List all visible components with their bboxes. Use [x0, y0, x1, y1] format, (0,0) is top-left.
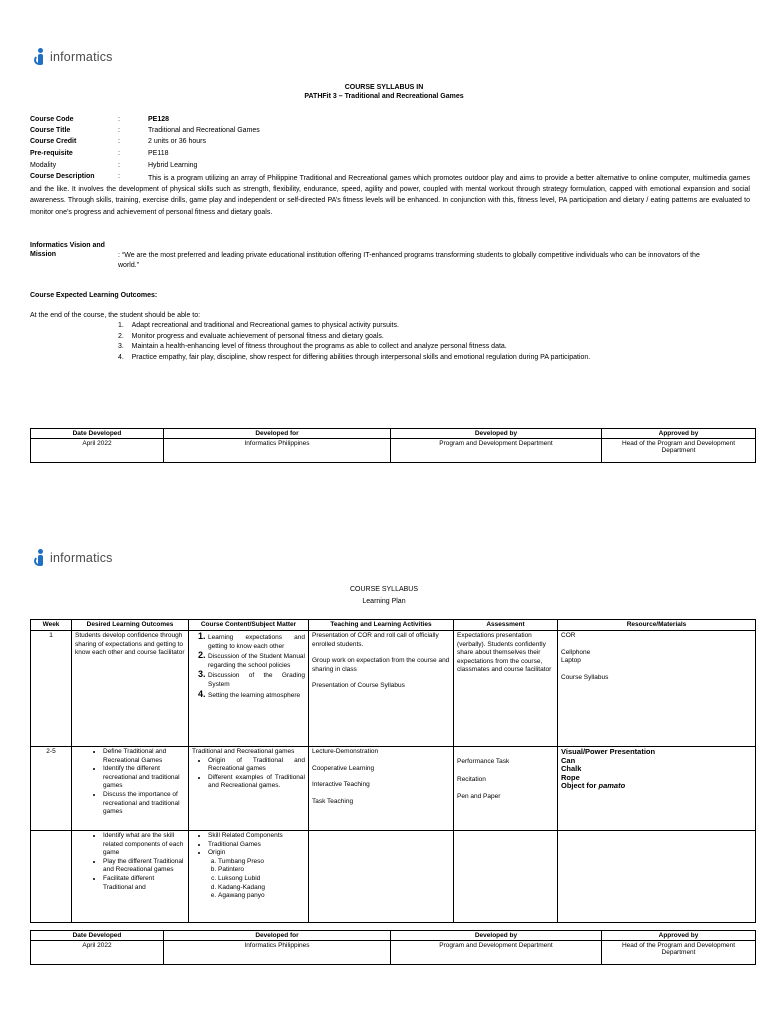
list-item: Chalk: [561, 764, 582, 774]
header-outcomes: Desired Learning Outcomes: [72, 620, 189, 631]
list-item: • Identify the different recreational and traditional games: [103, 765, 185, 791]
list-item: Recitation: [457, 775, 486, 783]
list-item: 3. Discussion of the Grading System: [208, 670, 305, 689]
header-date-developed: Date Developed: [31, 429, 164, 439]
content-intro: Traditional and Recreational games: [192, 748, 295, 755]
header-week: Week: [31, 620, 72, 631]
list-item: c. Luksong Lubid: [218, 875, 305, 884]
assessment-cell: Expectations presentation (verbally). Students confidently share about themselves their expectations from the course, classmates and course facilitator: [454, 631, 558, 747]
header-developed-for: Developed for: [164, 931, 391, 941]
approved-by-value: Head of the Program and Development Department: [602, 941, 756, 965]
list-item: • Traditional Games: [208, 841, 305, 850]
list-item: Object for pamato: [561, 781, 626, 791]
list-item: • Define Traditional and Recreational Games: [103, 748, 185, 765]
logo-wordmark: informatics: [50, 551, 113, 565]
outcome-cell: Students develop confidence through sharing of expectations and getting to know each other and course facilitator: [72, 631, 189, 747]
list-item: Presentation of COR and roll call of officially enrolled students.: [312, 632, 439, 648]
week-cell: 2-5: [31, 747, 72, 831]
list-item: COR: [561, 632, 576, 639]
outcome-item: 4. Practice empathy, fair play, discipline, show respect for differing abilities through interpersonal skills and emotional regulation during PA participation.: [118, 353, 591, 361]
field-value: PE128: [148, 116, 170, 123]
outcome-item: 1. Adapt recreational and traditional and Recreational games to physical activity pursuits.: [118, 322, 399, 329]
field-value: 2 units or 36 hours: [148, 138, 206, 145]
date-developed-value: April 2022: [31, 439, 164, 463]
header-developed-by: Developed by: [391, 931, 602, 941]
informatics-logo-icon: [34, 48, 48, 66]
developed-by-value: Program and Development Department: [391, 439, 602, 463]
resources-cell: [558, 631, 756, 747]
date-developed-value: April 2022: [31, 941, 164, 965]
header-approved-by: Approved by: [602, 429, 756, 439]
list-item: Lecture-Demonstration: [312, 748, 379, 755]
header-resources: Resource/Materials: [558, 620, 756, 631]
list-item: Can: [561, 755, 576, 765]
table-row: [31, 631, 756, 747]
field-label: Pre-requisite: [30, 150, 73, 157]
table-row: [31, 747, 756, 831]
developed-by-value: Program and Development Department: [391, 941, 602, 965]
list-item: Laptop: [561, 657, 581, 665]
assessment-cell: [454, 831, 558, 923]
week-cell: 1: [31, 631, 72, 747]
list-item: a. Tumbang Preso: [218, 858, 305, 867]
assessment-cell: [454, 747, 558, 831]
course-description-text: This is a program utilizing an array of Philippine Traditional and Recreational games which promotes outdoor play and aims to provide a better alternative to online computer, multimedia games and the like. It involves the development of physical skills such as strength, flexibility, endurance, speed, agility and power, coupled with mental workout through strategy formulation, capped with emotional expansion and social awareness. Through skills, training, exercise drills, game play and independent or self-directed PA’s fitness levels will be enhanced. In conjunction with this, fitness level, PA participation and dietary / eating patterns are evaluated to monitor one’s progress and achievement of personal fitness and dietary goals.: [30, 175, 750, 216]
developed-for-value: Informatics Philippines: [164, 941, 391, 965]
informatics-logo: [34, 48, 113, 66]
content-cell: [189, 631, 309, 747]
list-item: Rope: [561, 772, 580, 782]
list-item: 1. Learning expectations and getting to know each other: [208, 632, 305, 651]
informatics-logo: [34, 549, 113, 567]
learning-plan-table: [30, 619, 756, 923]
learning-plan-subtitle: Learning Plan: [362, 598, 406, 605]
header-approved-by: Approved by: [602, 931, 756, 941]
informatics-logo-icon: [34, 549, 48, 567]
header-content: Course Content/Subject Matter: [189, 620, 309, 631]
list-item: Course Syllabus: [561, 673, 609, 681]
content-cell: [189, 831, 309, 923]
list-item: Performance Task: [457, 758, 510, 765]
field-label: Modality: [30, 162, 57, 169]
week-cell: [31, 831, 72, 923]
field-value: Traditional and Recreational Games: [148, 127, 260, 134]
outcomes-list: [118, 321, 738, 363]
field-label: Course Title: [30, 127, 71, 134]
list-item: Cellphone: [561, 648, 591, 656]
activities-cell: [309, 831, 454, 923]
list-item: • Play the different Traditional and Recreational games: [103, 858, 185, 875]
resources-cell: [558, 747, 756, 831]
approval-table-2: [30, 930, 756, 965]
syllabus-subtitle: PATHFit 3 – Traditional and Recreational Games: [304, 93, 464, 100]
learning-plan-title: COURSE SYLLABUS: [349, 586, 419, 593]
header-developed-by: Developed by: [391, 429, 602, 439]
outcome-cell: [72, 747, 189, 831]
field-value: Hybrid Learning: [148, 162, 198, 169]
list-item: d. Kadang-Kadang: [218, 884, 305, 893]
list-item: • Discuss the importance of recreational and traditional games: [103, 791, 185, 817]
list-item: • Identify what are the skill related components of each game: [103, 832, 185, 858]
syllabus-title: COURSE SYLLABUS IN: [344, 84, 424, 91]
content-cell: [189, 747, 309, 831]
activities-cell: [309, 747, 454, 831]
activities-cell: [309, 631, 454, 747]
field-label: Course Description: [30, 173, 95, 180]
list-item: Visual/Power Presentation: [561, 747, 656, 756]
header-assessment: Assessment: [454, 620, 558, 631]
list-item: b. Patintero: [218, 866, 305, 875]
field-value: PE118: [148, 150, 169, 157]
header-date-developed: Date Developed: [31, 931, 164, 941]
list-item: Interactive Teaching: [312, 781, 370, 789]
field-label: Course Credit: [30, 138, 77, 145]
list-item: • Origin of Traditional and Recreational games: [208, 757, 305, 774]
outcomes-heading: Course Expected Learning Outcomes:: [30, 292, 158, 299]
resources-cell: [558, 831, 756, 923]
header-activities: Teaching and Learning Activities: [309, 620, 454, 631]
logo-wordmark: informatics: [50, 50, 113, 64]
list-item: e. Agawang panyo: [218, 892, 305, 901]
outcome-item: 3. Maintain a health-enhancing level of fitness throughout the programs as able to collect and analyze personal fitness data.: [118, 343, 507, 351]
list-item: • Facilitate different Traditional and: [103, 875, 185, 892]
list-item: Task Teaching: [312, 797, 354, 805]
outcome-item: 2. Monitor progress and evaluate achievement of personal fitness and dietary goals.: [118, 332, 384, 340]
list-item: Group work on expectation from the course and sharing in class: [312, 657, 450, 673]
vision-text: : “We are the most preferred and leading private educational institution offering IT-enhanced programs transforming students to globally competitive individuals who can be innovators of the world.”: [118, 252, 700, 269]
approval-table-1: [30, 428, 756, 463]
mission-label: Mission: [30, 251, 57, 258]
list-item: Cooperative Learning: [312, 764, 375, 772]
list-item: 2. Discussion of the Student Manual regarding the school policies: [208, 651, 305, 670]
list-item: Presentation of Course Syllabus: [312, 682, 405, 690]
approved-by-value: Head of the Program and Development Department: [602, 439, 756, 463]
header-developed-for: Developed for: [164, 429, 391, 439]
list-item: Pen and Paper: [457, 793, 501, 801]
developed-for-value: Informatics Philippines: [164, 439, 391, 463]
list-item: • Origin: [208, 849, 305, 858]
outcomes-intro: At the end of the course, the student should be able to:: [30, 312, 201, 319]
vision-label: Informatics Vision and: [30, 242, 105, 249]
table-row: [31, 831, 756, 923]
list-item: • Skill Related Components: [208, 832, 305, 841]
outcome-cell: [72, 831, 189, 923]
list-item: 4. Setting the learning atmosphere: [208, 690, 305, 701]
field-label: Course Code: [30, 116, 74, 123]
list-item: • Different examples of Traditional and Recreational games.: [208, 774, 305, 791]
